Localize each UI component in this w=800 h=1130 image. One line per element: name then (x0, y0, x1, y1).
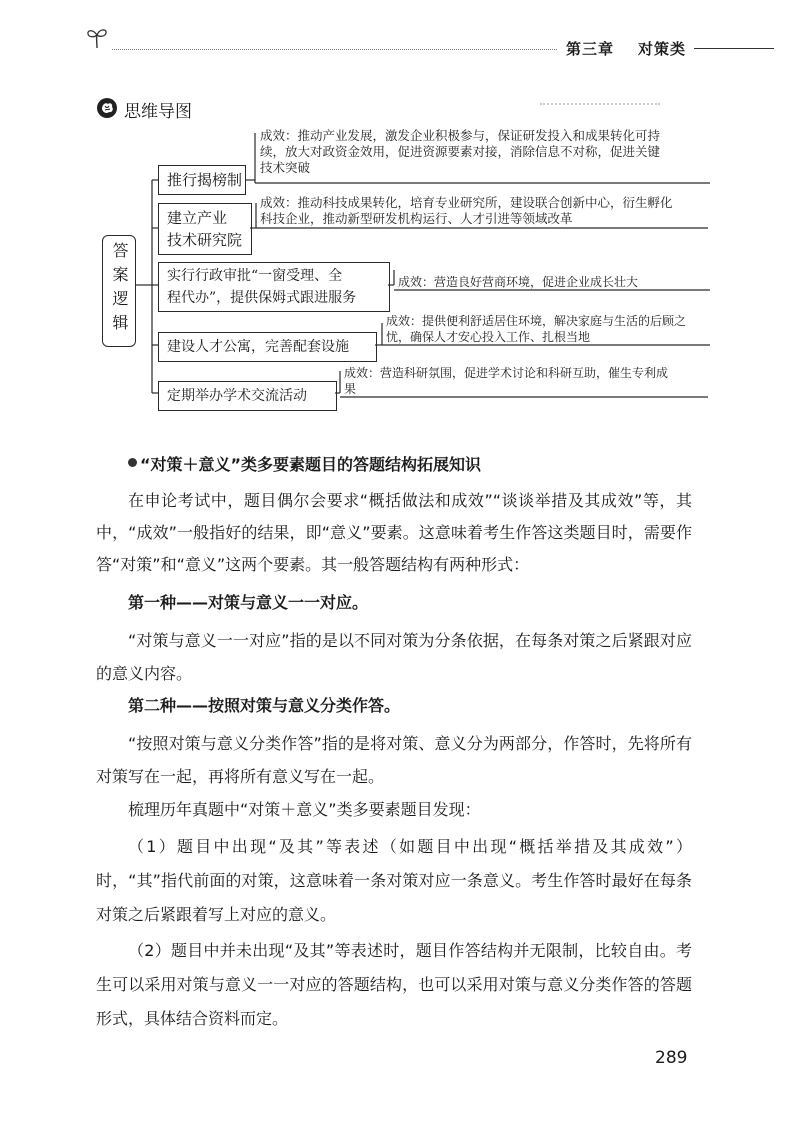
section-title: 思维导图 (124, 102, 192, 122)
mindmap (90, 125, 710, 425)
branch-box-5 (158, 381, 337, 411)
branch-label-1: 推行揭榜制 (167, 171, 243, 189)
branch-label-3b: 程代办”，提供保姆式跟进服务 (167, 290, 357, 306)
branch-box-2 (158, 203, 252, 255)
page-number: 289 (655, 1048, 688, 1068)
branch-effect-2: 成效：推动科技成果转化，培育专业研究所，建设联合创新中心，衍生孵化科技企业，推动新型研发机构运行、人才引进等领域改革 (260, 195, 673, 226)
header-solid-rule (694, 48, 774, 49)
paragraph-intro: 在申论考试中，题目偶尔会要求“概括做法和成效”“谈谈举措及其成效”等，其中，“成效”一般指好的结果，即“意义”要素。这意味着考生作答这类题目时，需要作答“对策”和“意义”这两个要素。其一般答题结构有两种形式： (96, 491, 692, 574)
brain-icon (96, 97, 118, 119)
branch-label-4: 建设人才公寓，完善配套设施 (167, 339, 349, 355)
branch-label-2a: 建立产业 (167, 209, 228, 227)
branch-box-1 (158, 165, 246, 195)
branch-effect-4: 成效：提供便利舒适居住环境，解决家庭与生活的后顾之忧，确保人才安心投入工作、扎根当地 (386, 314, 687, 344)
branch-effect-3: 成效：营造良好营商环境，促进企业成长壮大 (398, 275, 639, 289)
form1-title: 第一种——对策与意义一一对应。 (128, 593, 369, 612)
branch-label-2b: 技术研究院 (167, 231, 243, 249)
header-chapter: 第三章 (566, 40, 615, 58)
summary-paragraph: 梳理历年真题中“对策＋意义”类多要素题目发现： (128, 800, 481, 819)
form2-title: 第二种——按照对策与意义分类作答。 (128, 696, 401, 715)
mindmap-root (102, 235, 136, 347)
branch-box-4 (158, 332, 377, 362)
branch-effect-1: 成效：推动产业发展，激发企业积极参与，保证研发投入和成果转化可持续，放大对政资金效用，促进资源要素对接，消除信息不对称，促进关键技术突破 (260, 128, 661, 175)
scan-noise (540, 103, 660, 113)
sprout-icon (84, 26, 110, 50)
form2-text: “按照对策与意义分类作答”指的是将对策、意义分为两部分，作答时，先将所有对策写在一起，再将所有意义写在一起。 (96, 734, 692, 786)
page-header (0, 0, 800, 70)
branch-label-3a: 实行行政审批“一窗受理、全 (167, 268, 343, 284)
header-dotted-rule (112, 49, 557, 50)
subheading-text: “对策＋意义”类多要素题目的答题结构拓展知识 (140, 455, 482, 474)
header-title: 对策类 (638, 40, 687, 58)
form1-text: “对策与意义一一对应”指的是以不同对策为分条依据，在每条对策之后紧跟对应的意义内容。 (96, 631, 692, 683)
branch-effect-5: 成效：营造科研氛围，促进学术讨论和科研互助，催生专利成果 (344, 366, 669, 396)
mindmap-root-label: 答案逻辑 (110, 242, 129, 338)
point-1: （1）题目中出现“及其”等表述（如题目中出现“概括举措及其成效”）时，“其”指代前面的对策，这意味着一条对策对应一条意义。考生作答时最好在每条对策之后紧跟着写上对应的意义。 (96, 837, 692, 924)
point-2: （2）题目中并未出现“及其”等表述时，题目作答结构并无限制，比较自由。考生可以采用对策与意义一一对应的答题结构，也可以采用对策与意义分类作答的答题形式，具体结合资料而定。 (96, 941, 692, 1028)
bullet-icon (128, 458, 137, 467)
branch-box-3 (158, 262, 390, 312)
branch-label-5: 定期举办学术交流活动 (167, 388, 307, 404)
